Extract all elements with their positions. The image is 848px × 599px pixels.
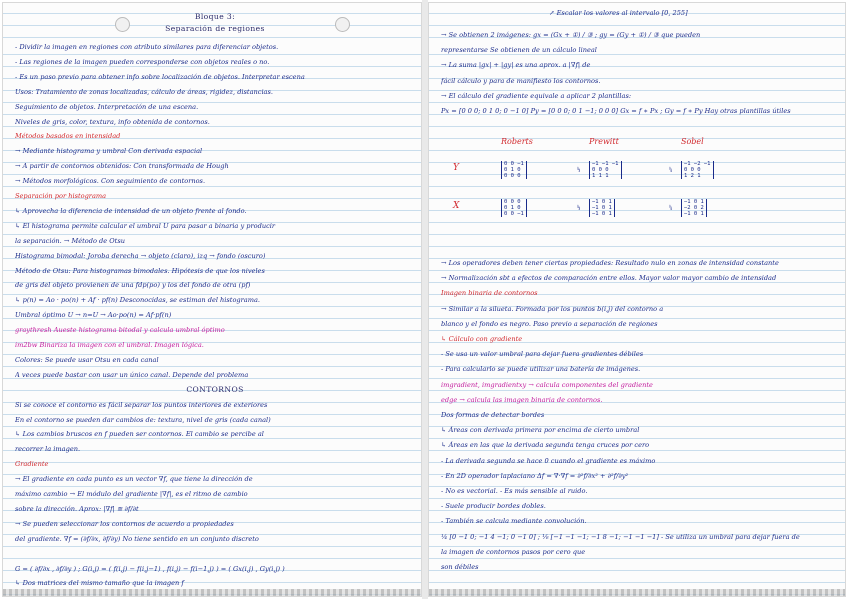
note-line: Gradiente [15,460,49,469]
note-line: del gradiente. ∇f = (∂f/∂x, ∂f/∂y) No tiene sentido en un conjunto discreto [15,534,259,543]
matrix-row: 0 0 0 [592,167,609,173]
note-line: Seguimiento de objetos. Interpretación de una escena. [15,102,199,111]
operator-matrix [681,161,714,179]
note-line: Separación por histograma [15,192,107,200]
note-line: Px = [0 0 0; 0 1 0; 0 −1 0] Py = [0 0 0; 0 1 −1; 0 0 0] Gx = f ∗ Px ; Gy = f ∗ Py Hay otras plantillas útiles [441,107,791,115]
note-line: Imagen binaria de contornos [441,289,538,298]
matrix-row: 0 0 −1 [504,161,524,167]
note-line: Método de Otsu: Para histogramas bimodales. Hipótesis de que los niveles [15,266,265,275]
note-line: Niveles de gris, color, textura, info obtenida de contornos. [15,117,210,126]
note-line: Colores: Se puede usar Otsu en cada canal [15,355,159,364]
note-line: edge → calcula las imagen binaria de contornos. [441,395,603,404]
note-line: En el contorno se pueden dar cambios de: textura, nivel de gris (cada canal) [15,415,271,424]
note-line: ↳ Áreas con derivada primera por encima de cierto umbral [441,426,640,435]
operator-factor: ⅓ [577,167,581,173]
note-line: ¼ [0 −1 0; −1 4 −1; 0 −1 0] ; ⅛ [−1 −1 −1; −1 8 −1; −1 −1 −1] - Se utiliza un umbral para dejar fuera de [441,532,800,541]
note-line: - En 2D operador laplaciano Δf = ∇·∇f = ∂²f/∂x² + ∂²f/∂y² [441,471,629,480]
note-line: Umbral óptimo U → n=U → Ao·po(n) = Af·pf(n) [15,311,172,320]
operator-matrix [501,199,527,217]
note-line: máximo cambio → El módulo del gradiente |∇f|, es el ritmo de cambio [15,490,248,498]
matrix-row: 1 1 1 [592,173,609,179]
note-line: graythresh Aueste histograma bitodal y calcula umbral óptimo [15,326,225,335]
matrix-row: −1 −2 −1 [684,161,711,167]
operator-row-label: X [453,201,460,211]
note-line: → A partir de contornos obtenidos: Con transformada de Hough [15,162,229,171]
matrix-row: −1 0 1 [592,211,612,217]
operator-matrix [589,161,622,179]
note-line: la imagen de contornos pasos por cero que [441,547,586,556]
operator-factor: ¼ [669,167,673,173]
matrix-row: −2 0 2 [684,205,704,211]
operator-matrix [501,161,527,179]
operator-matrix [589,199,615,217]
note-line: → La suma |gx| + |gy| es una aprox. a |∇f| de [441,61,591,70]
matrix-row: −1 0 1 [592,205,612,211]
note-line: - Las regiones de la imagen pueden corresponderse con objetos reales o no. [15,57,270,66]
note-line: - Suele producir bordes dobles. [441,502,546,511]
note-line: ↳ Los cambios bruscos en f pueden ser contornos. El cambio se percibe al [15,430,264,439]
note-line: imgradient, imgradientxy → calcula componentes del gradiente [441,380,653,389]
note-line: - Se usa un valor umbral para dejar fuera gradientes débiles [441,350,644,359]
note-line: Usos: Tratamiento de zonas localizadas, cálculo de áreas, rigidez, distancias. [15,87,273,96]
note-line: Si se conoce el contorno es fácil separar los puntos interiores de exteriores [15,400,268,409]
matrix-row: 0 0 0 [504,173,521,179]
note-line: la separación. → Método de Otsu [15,236,125,245]
note-line: → El gradiente en cada punto es un vector ∇f, que tiene la dirección de [15,475,253,484]
note-line: → Se pueden seleccionar los contornos de acuerdo a propiedades [15,519,234,528]
matrix-row: −1 0 1 [684,199,704,205]
note-line: → Normalización sbt a efectos de comparación entre ellos. Mayor valor mayor cambio de intensidad [441,274,777,283]
matrix-row: 0 0 −1 [504,211,524,217]
note-line: - No es vectorial. - Es más sensible al ruido. [441,487,588,495]
note-line: ↳ El histograma permite calcular el umbral U para pasar a binaria y producir [15,221,276,230]
note-line: representarse Se obtienen de un cálculo lineal [441,46,597,55]
note-line: ↳ p(n) = Ao · po(n) + Af · pf(n) Desconocidas, se estiman del histograma. [15,296,260,305]
note-line: - La derivada segunda se hace 0 cuando el gradiente es máximo [441,456,656,465]
page-title: Bloque 3: [194,13,236,21]
operator-matrix [681,199,707,217]
matrix-row: 0 1 0 [504,167,521,173]
matrix-row: 0 1 0 [504,205,521,211]
note-line: ↳ Dos matrices del mismo tamaño que la imagen f [15,579,184,588]
notebook-page-right [428,2,846,597]
page-subtitle: Separación de regiones [165,25,265,33]
note-line: sobre la dirección. Aprox: |∇f| ≅ ∂f/∂t [15,504,139,513]
note-line: → Se obtienen 2 imágenes: gx = (Gx + ①) / ③ ; gy = (Gy + ①) / ③ que pueden [441,31,701,39]
page-edge-strip [429,589,845,596]
note-line: A veces puede bastar con usar un único canal. Depende del problema [15,370,249,379]
operator-factor: ⅓ [577,205,581,211]
note-line: → Similar a la silueta. Formada por los puntos b(i,j) del contorno a [441,304,664,313]
note-line: - Es un paso previo para obtener info sobre localización de objetos. Interpretar escena [15,72,305,81]
note-line: - También se calcula mediante convolución. [441,517,587,526]
note-line: → Mediante histograma y umbral Con derivada espacial [15,147,203,156]
note-line: → Métodos morfológicos. Con seguimiento de contornos. [15,177,206,186]
operator-name: Roberts [501,137,533,146]
matrix-row: −1 −1 −1 [592,161,619,167]
note-line: recorrer la imagen. [15,445,81,454]
matrix-row: 1 2 1 [684,173,701,179]
operator-factor: ¼ [669,205,673,211]
note-line: Histograma bimodal: Joroba derecha → objeto (claro), izq → fondo (oscuro) [15,251,266,260]
note-line: blanco y el fondo es negro. Paso previo a separación de regiones [441,319,658,328]
note-line: - Para calcularlo se puede utilizar una batería de imágenes. [441,365,641,374]
note-line: - Dividir la imagen en regiones con atributo similares para diferenciar objetos. [15,43,279,51]
top-note: ↗ Escalar los valores al intervalo [0, 255] [549,9,688,17]
note-line: ↳ Aprovecha la diferencia de intensidad de un objeto frente al fondo. [15,206,247,215]
operator-name: Sobel [681,137,704,146]
note-line: ↳ Cálculo con gradiente [441,335,523,343]
note-line: son débiles [441,563,479,571]
note-line: ↳ Áreas en las que la derivada segunda tenga cruces por cero [441,441,650,450]
matrix-row: 0 0 0 [684,167,701,173]
operator-row-label: Y [453,163,459,173]
note-line: → El cálculo del gradiente equivale a aplicar 2 plantillas: [441,91,632,100]
note-line: Métodos basados en intensidad [15,132,121,141]
note-line: fácil cálculo y para de manifiesto los contornos. [441,76,601,85]
note-line: CONTORNOS [186,385,244,394]
operator-name: Prewitt [589,137,619,146]
note-line: → Los operadores deben tener ciertas propiedades: Resultado nulo en zonas de intensidad constante [441,259,779,267]
note-line: de gris del objeto provienen de una fdp(po) y los del fondo de otra (pf) [15,281,251,290]
page-edge-strip [3,589,421,596]
note-line: G = ( ∂f/∂x , ∂f/∂y ) ; G(i,j) = ( f(i,j) − f(i,j−1) , f(i,j) − f(i−1,j) ) = ( Gx(i,j) , Gy(i,j) ) [15,564,285,573]
matrix-row: −1 0 1 [684,211,704,217]
matrix-row: 0 0 0 [504,199,521,205]
matrix-row: −1 0 1 [592,199,612,205]
note-line: im2bw Binariza la imagen con el umbral. Imagen lógica. [15,341,204,349]
notebook-page-left [2,2,422,597]
note-line: Dos formas de detectar bordes [441,411,545,419]
